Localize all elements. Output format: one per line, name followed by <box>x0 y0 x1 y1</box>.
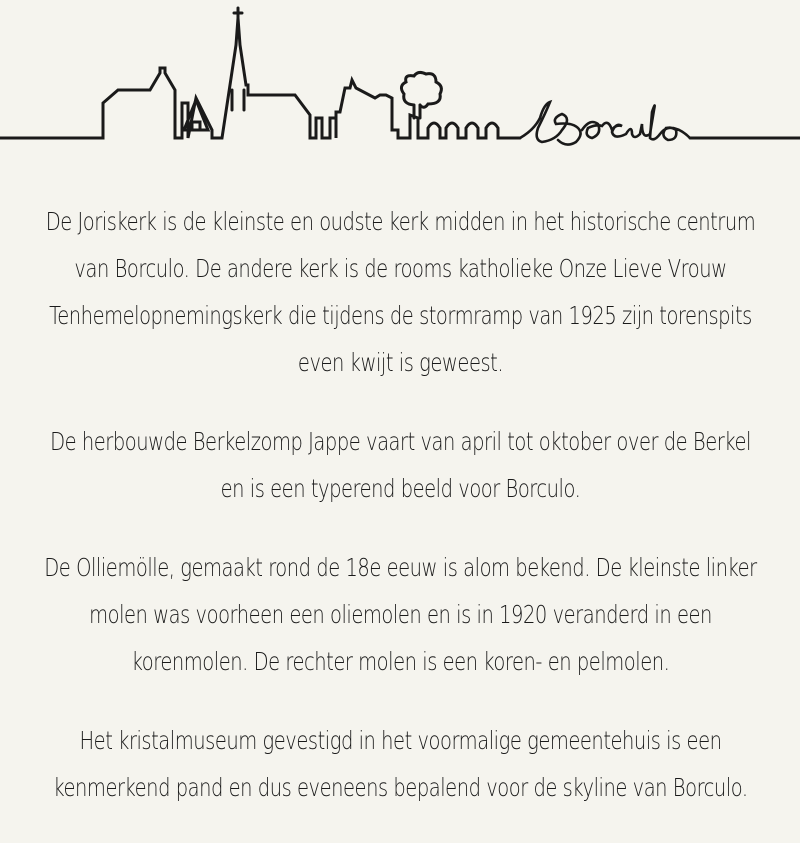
borculo-skyline-logo <box>0 0 800 170</box>
logo-text: Borculo <box>600 130 604 131</box>
paragraph-kristalmuseum: Het kristalmuseum gevestigd in het voormalige gemeentehuis is een kenmerkend pand en dus eveneens bepalend voor de skyline van Borculo. <box>53 726 748 802</box>
borculo-script <box>520 102 690 145</box>
church-cross-icon <box>234 8 242 18</box>
tree-icon <box>401 72 441 118</box>
paragraph-olliemolle: De Olliemölle, gemaakt rond de 18e eeuw is alom bekend. De kleinste linker molen was voorheen een oliemolen en is in 1920 veranderd in een korenmolen. De rechter molen is een koren- en pelmolen. <box>44 553 757 676</box>
text-content <box>40 198 760 843</box>
paragraph-berkelzomp: De herbouwde Berkelzomp Jappe vaart van april tot oktober over de Berkel en is een typerend beeld voor Borculo. <box>50 427 751 503</box>
church-window-icon <box>232 90 244 110</box>
skyline-outline <box>0 18 520 138</box>
paragraph-joriskerk: De Joriskerk is de kleinste en oudste kerk midden in het historische centrum van Borculo. De andere kerk is de rooms katholieke Onze Lieve Vrouw Tenhemelopnemingskerk die tijdens de stormramp van 1925 zijn torenspits even kwijt is geweest. <box>45 207 756 377</box>
